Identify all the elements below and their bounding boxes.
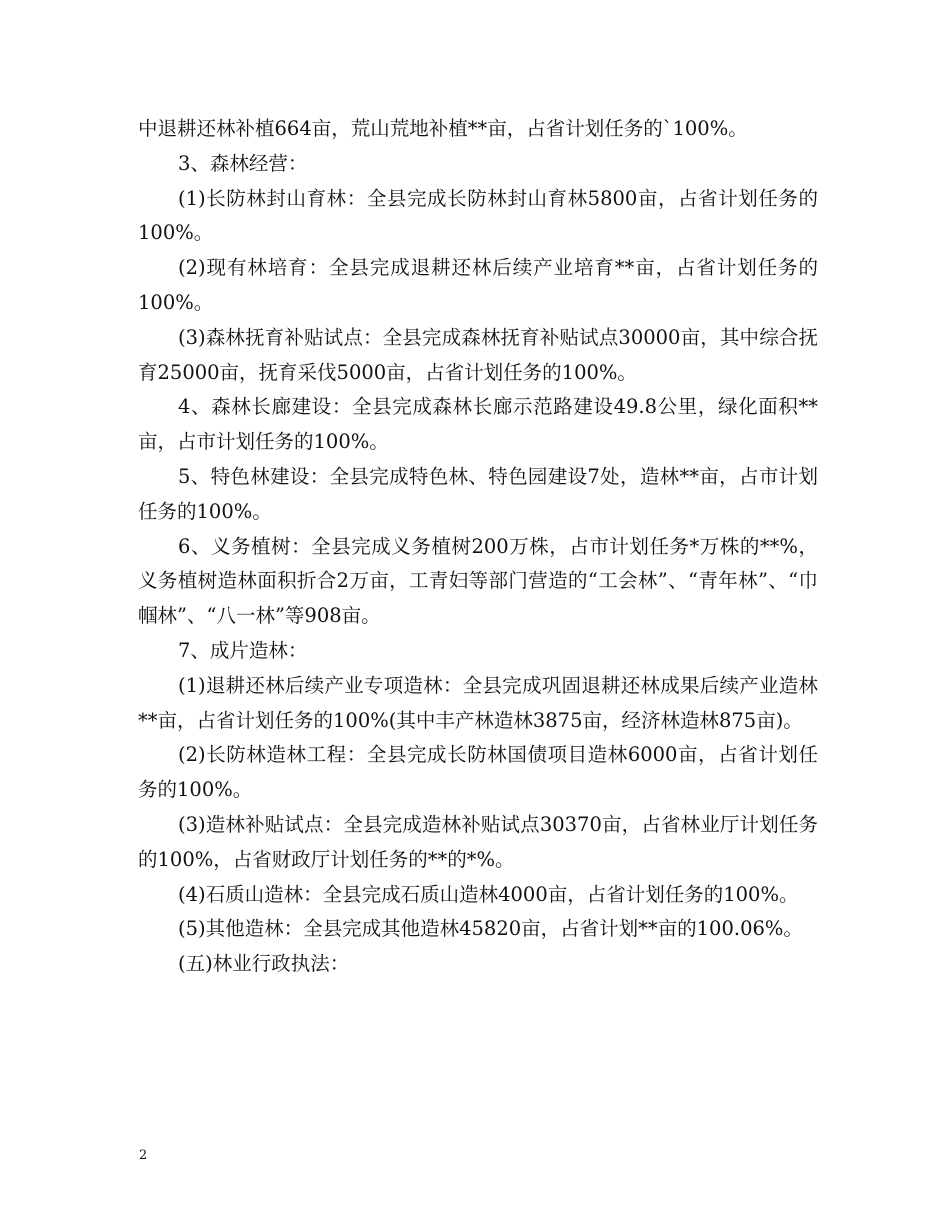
section-heading-forest-management: 3、森林经营： (178, 151, 308, 175)
page-number: 2 (139, 1148, 148, 1163)
paragraph-voluntary-planting: 6、义务植树：全县完成义务植树200万株，占市计划任务*万株的**%，义务植树造林面积折合2万亩，工青妇等部门营造的“工会林”、“青年林”、“巾帼林”、“八一林”等908亩。 (138, 534, 818, 628)
paragraph-mountain-closure: (1)长防林封山育林：全县完成长防林封山育林5800亩，占省计划任务的100%。 (138, 186, 818, 245)
paragraph-afforestation-subsidy: (3)造林补贴试点：全县完成造林补贴试点30370亩，占省林业厅计划任务的100%，占省财政厅计划任务的**的*%。 (138, 812, 818, 871)
paragraph-other-afforestation: (5)其他造林：全县完成其他造林45820亩，占省计划**亩的100.06%。 (178, 917, 803, 941)
paragraph-forest-corridor: 4、森林长廊建设：全县完成森林长廊示范路建设49.8公里，绿化面积**亩，占市计划任务的100%。 (138, 395, 818, 454)
document-body (138, 112, 818, 982)
section-heading-law-enforcement: (五)林业行政执法： (178, 952, 350, 976)
paragraph-rocky-mountain: (4)石质山造林：全县完成石质山造林4000亩，占省计划任务的100%。 (178, 882, 799, 906)
paragraph-existing-forest: (2)现有林培育：全县完成退耕还林后续产业培育**亩，占省计划任务的100%。 (138, 256, 818, 314)
paragraph-special-afforestation: (1)退耕还林后续产业专项造林：全县完成巩固退耕还林成果后续产业造林**亩，占省计划任务的100%(其中丰产林造林3875亩，经济林造林875亩)。 (138, 673, 818, 732)
paragraph-continuation: 中退耕还林补植664亩，荒山荒地补植**亩，占省计划任务的`100%。 (138, 117, 748, 140)
paragraph-tending-subsidy: (3)森林抚育补贴试点：全县完成森林抚育补贴试点30000亩，其中综合抚育25000亩，抚育采伐5000亩，占省计划任务的100%。 (138, 325, 818, 384)
paragraph-featured-forest: 5、特色林建设：全县完成特色林、特色园建设7处，造林**亩，占市计划任务的100%。 (138, 464, 818, 523)
section-heading-afforestation: 7、成片造林： (178, 638, 308, 662)
paragraph-shelterbelt-project: (2)长防林造林工程：全县完成长防林国债项目造林6000亩，占省计划任务的100%。 (138, 743, 818, 802)
